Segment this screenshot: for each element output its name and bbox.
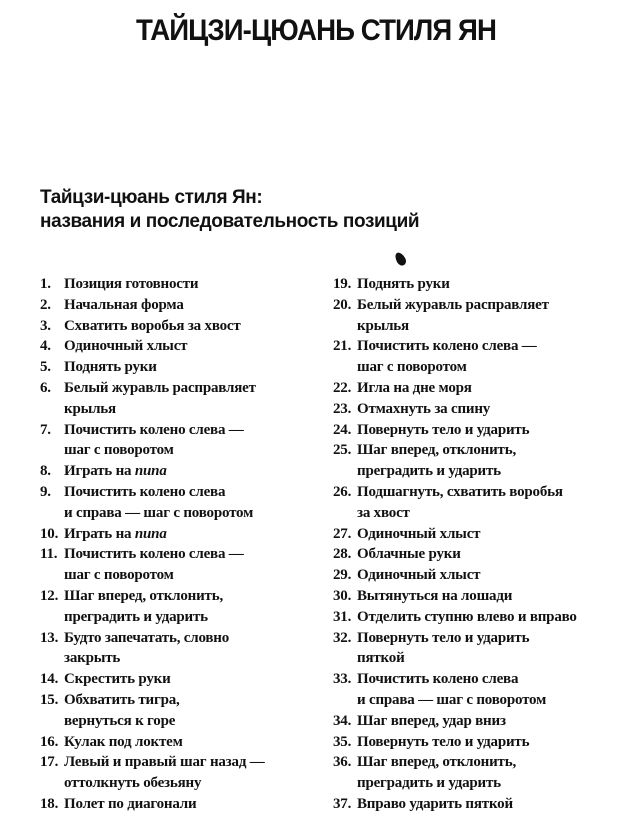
list-item: [333, 524, 623, 545]
list-item: [333, 295, 623, 337]
item-number: 1.: [40, 276, 51, 292]
item-text-line: Одиночный хлыст: [64, 338, 188, 355]
item-text: [64, 732, 320, 753]
list-item: [40, 316, 320, 337]
item-number: 26.: [333, 483, 352, 500]
list-item: [40, 669, 320, 690]
list-item: [40, 482, 320, 524]
item-text: [357, 794, 623, 815]
item-text: [64, 669, 320, 690]
list-item: [40, 524, 320, 545]
item-text: [357, 274, 623, 295]
item-number: 7.: [40, 421, 51, 438]
item-number: 4.: [40, 338, 51, 355]
item-number: 24.: [333, 421, 352, 438]
item-text: [357, 565, 623, 586]
item-text: [64, 295, 320, 316]
list-item: [333, 399, 623, 420]
positions-list-left: [40, 274, 320, 815]
item-text: [64, 524, 320, 545]
item-number: 11.: [40, 546, 58, 563]
item-text-line: шаг с поворотом: [64, 567, 174, 584]
item-text: [64, 544, 320, 586]
item-text-line: Поднять руки: [64, 359, 157, 376]
list-item: [40, 378, 320, 420]
item-text-line: оттолкнуть обезьяну: [64, 775, 202, 792]
item-text-line: крылья: [357, 317, 409, 334]
item-text-line: Повернуть тело и ударить: [357, 629, 530, 646]
item-number: 35.: [333, 733, 352, 750]
item-text-line: Начальная форма: [64, 296, 184, 313]
item-text-line: Левый и правый шаг назад —: [64, 754, 265, 771]
item-number: 36.: [333, 754, 352, 771]
item-text: [357, 420, 623, 441]
item-text-line: Шаг вперед, удар вниз: [357, 712, 506, 729]
item-text-line: Почистить колено слева —: [357, 338, 537, 355]
item-text-line: преградить и ударить: [357, 463, 501, 480]
item-number: 22.: [333, 379, 352, 396]
list-item: [40, 461, 320, 482]
item-number: 18.: [40, 795, 59, 812]
list-item: [40, 752, 320, 794]
item-text-line: Почистить колено слева —: [64, 421, 244, 438]
list-item: [40, 586, 320, 628]
item-text-line: Шаг вперед, отклонить,: [64, 587, 223, 604]
list-item: [333, 669, 623, 711]
item-text: [64, 482, 320, 524]
item-text-line: Повернуть тело и ударить: [357, 733, 530, 750]
item-text: [64, 378, 320, 420]
item-number: 19.: [333, 276, 352, 292]
item-text-line: Отделить ступню влево и вправо: [357, 608, 577, 625]
list-item: [40, 357, 320, 378]
item-text: [64, 420, 320, 462]
item-text-line: Вправо ударить пяткой: [357, 795, 513, 812]
list-item: [40, 420, 320, 462]
item-text-line: Поднять руки: [357, 276, 450, 292]
item-text: [357, 295, 623, 337]
item-text-line: Играть на пипа: [64, 463, 167, 480]
section-heading-line-2: названия и последовательность позиций: [40, 211, 420, 232]
item-text: [64, 752, 320, 794]
item-text-line: крылья: [64, 400, 116, 417]
item-text-line: Шаг вперед, отклонить,: [357, 442, 516, 459]
instrument-name: пипа: [134, 463, 167, 480]
item-text-line: Отмахнуть за спину: [357, 400, 491, 417]
item-text: [357, 399, 623, 420]
item-text-line: Подшагнуть, схватить воробья: [357, 483, 563, 500]
section-heading-line-1: Тайцзи-цюань стиля Ян:: [40, 187, 263, 208]
item-number: 20.: [333, 296, 352, 313]
item-text-line: Повернуть тело и ударить: [357, 421, 530, 438]
item-number: 2.: [40, 296, 51, 313]
list-item: [333, 565, 623, 586]
item-text-line: Облачные руки: [357, 546, 461, 563]
instrument-name: пипа: [134, 525, 167, 542]
item-number: 15.: [40, 691, 59, 708]
item-text-line: Играть на пипа: [64, 525, 167, 542]
item-text-line: Кулак под локтем: [64, 733, 183, 750]
item-text-line: Скрестить руки: [64, 671, 171, 688]
item-number: 37.: [333, 795, 352, 812]
item-number: 16.: [40, 733, 59, 750]
item-number: 14.: [40, 671, 59, 688]
item-text: [357, 607, 623, 628]
item-number: 25.: [333, 442, 352, 459]
item-text: [357, 482, 623, 524]
item-number: 31.: [333, 608, 352, 625]
item-text: [64, 628, 320, 670]
item-text-line: преградить и ударить: [64, 608, 208, 625]
item-text: [64, 357, 320, 378]
item-text: [357, 440, 623, 482]
list-item: [333, 628, 623, 670]
item-text: [64, 586, 320, 628]
list-item: [333, 711, 623, 732]
item-text-line: Будто запечатать, словно: [64, 629, 230, 646]
item-number: 32.: [333, 629, 352, 646]
item-text-line: и справа — шаг с поворотом: [64, 504, 254, 521]
list-item: [40, 732, 320, 753]
item-text: [64, 690, 320, 732]
item-text-line: Почистить колено слева: [357, 671, 519, 688]
item-text: [357, 752, 623, 794]
item-number: 6.: [40, 379, 51, 396]
item-text: [64, 794, 320, 815]
item-number: 23.: [333, 400, 352, 417]
item-text-line: Белый журавль расправляет: [357, 296, 549, 313]
page-title: ТАЙЦЗИ-ЦЮАНЬ СТИЛЯ ЯН: [136, 14, 496, 47]
list-item: [40, 794, 320, 815]
item-number: 13.: [40, 629, 59, 646]
list-item: [40, 336, 320, 357]
item-text-line: за хвост: [357, 504, 410, 521]
item-text-line: закрыть: [64, 650, 121, 667]
item-text-line: Обхватить тигра,: [64, 691, 180, 708]
item-number: 28.: [333, 546, 352, 563]
list-item: [333, 378, 623, 399]
list-item: [40, 295, 320, 316]
item-text: [357, 628, 623, 670]
item-text-line: и справа — шаг с поворотом: [357, 691, 547, 708]
item-text: [64, 274, 320, 295]
item-text-line: Одиночный хлыст: [357, 525, 481, 542]
positions-list-right: [333, 274, 623, 815]
item-number: 27.: [333, 525, 352, 542]
item-text-line: Игла на дне моря: [357, 379, 472, 396]
list-item: [333, 482, 623, 524]
item-text: [357, 711, 623, 732]
item-text: [357, 336, 623, 378]
list-item: [333, 420, 623, 441]
item-text: [64, 461, 320, 482]
item-number: 21.: [333, 338, 352, 355]
item-text: [357, 669, 623, 711]
item-text: [357, 732, 623, 753]
list-item: [40, 544, 320, 586]
item-text-line: Шаг вперед, отклонить,: [357, 754, 516, 771]
item-text: [357, 586, 623, 607]
ink-blot-mark: [393, 251, 408, 268]
item-number: 9.: [40, 483, 51, 500]
list-item: [333, 607, 623, 628]
item-text-line: вернуться к горе: [64, 712, 176, 729]
item-number: 29.: [333, 567, 352, 584]
item-text-line: шаг с поворотом: [357, 359, 467, 376]
section-heading: [40, 186, 419, 234]
item-text-line: Почистить колено слева: [64, 483, 226, 500]
item-text-line: пяткой: [357, 650, 405, 667]
list-item: [40, 274, 320, 295]
list-item: [333, 732, 623, 753]
item-text-line: Одиночный хлыст: [357, 567, 481, 584]
item-number: 8.: [40, 463, 51, 480]
item-text: [64, 336, 320, 357]
list-item: [40, 690, 320, 732]
item-text: [64, 316, 320, 337]
item-text-line: преградить и ударить: [357, 775, 501, 792]
item-text: [357, 544, 623, 565]
list-item: [333, 794, 623, 815]
item-number: 10.: [40, 525, 59, 542]
item-number: 5.: [40, 359, 51, 376]
list-item: [333, 586, 623, 607]
item-text-line: Почистить колено слева —: [64, 546, 244, 563]
list-item: [333, 440, 623, 482]
list-item: [333, 752, 623, 794]
list-item: [333, 544, 623, 565]
item-text: [357, 378, 623, 399]
item-text-line: Вытянуться на лошади: [357, 587, 513, 604]
list-item: [333, 336, 623, 378]
item-number: 12.: [40, 587, 59, 604]
item-text-line: Полет по диагонали: [64, 795, 197, 812]
item-number: 3.: [40, 317, 51, 334]
item-number: 33.: [333, 671, 352, 688]
item-text-line: Белый журавль расправляет: [64, 379, 256, 396]
list-item: [333, 274, 623, 295]
item-text-line: Позиция готовности: [64, 276, 199, 292]
item-number: 34.: [333, 712, 352, 729]
item-text: [357, 524, 623, 545]
item-text-line: Схватить воробья за хвост: [64, 317, 241, 334]
item-number: 17.: [40, 754, 59, 771]
list-item: [40, 628, 320, 670]
item-number: 30.: [333, 587, 352, 604]
item-text-line: шаг с поворотом: [64, 442, 174, 459]
